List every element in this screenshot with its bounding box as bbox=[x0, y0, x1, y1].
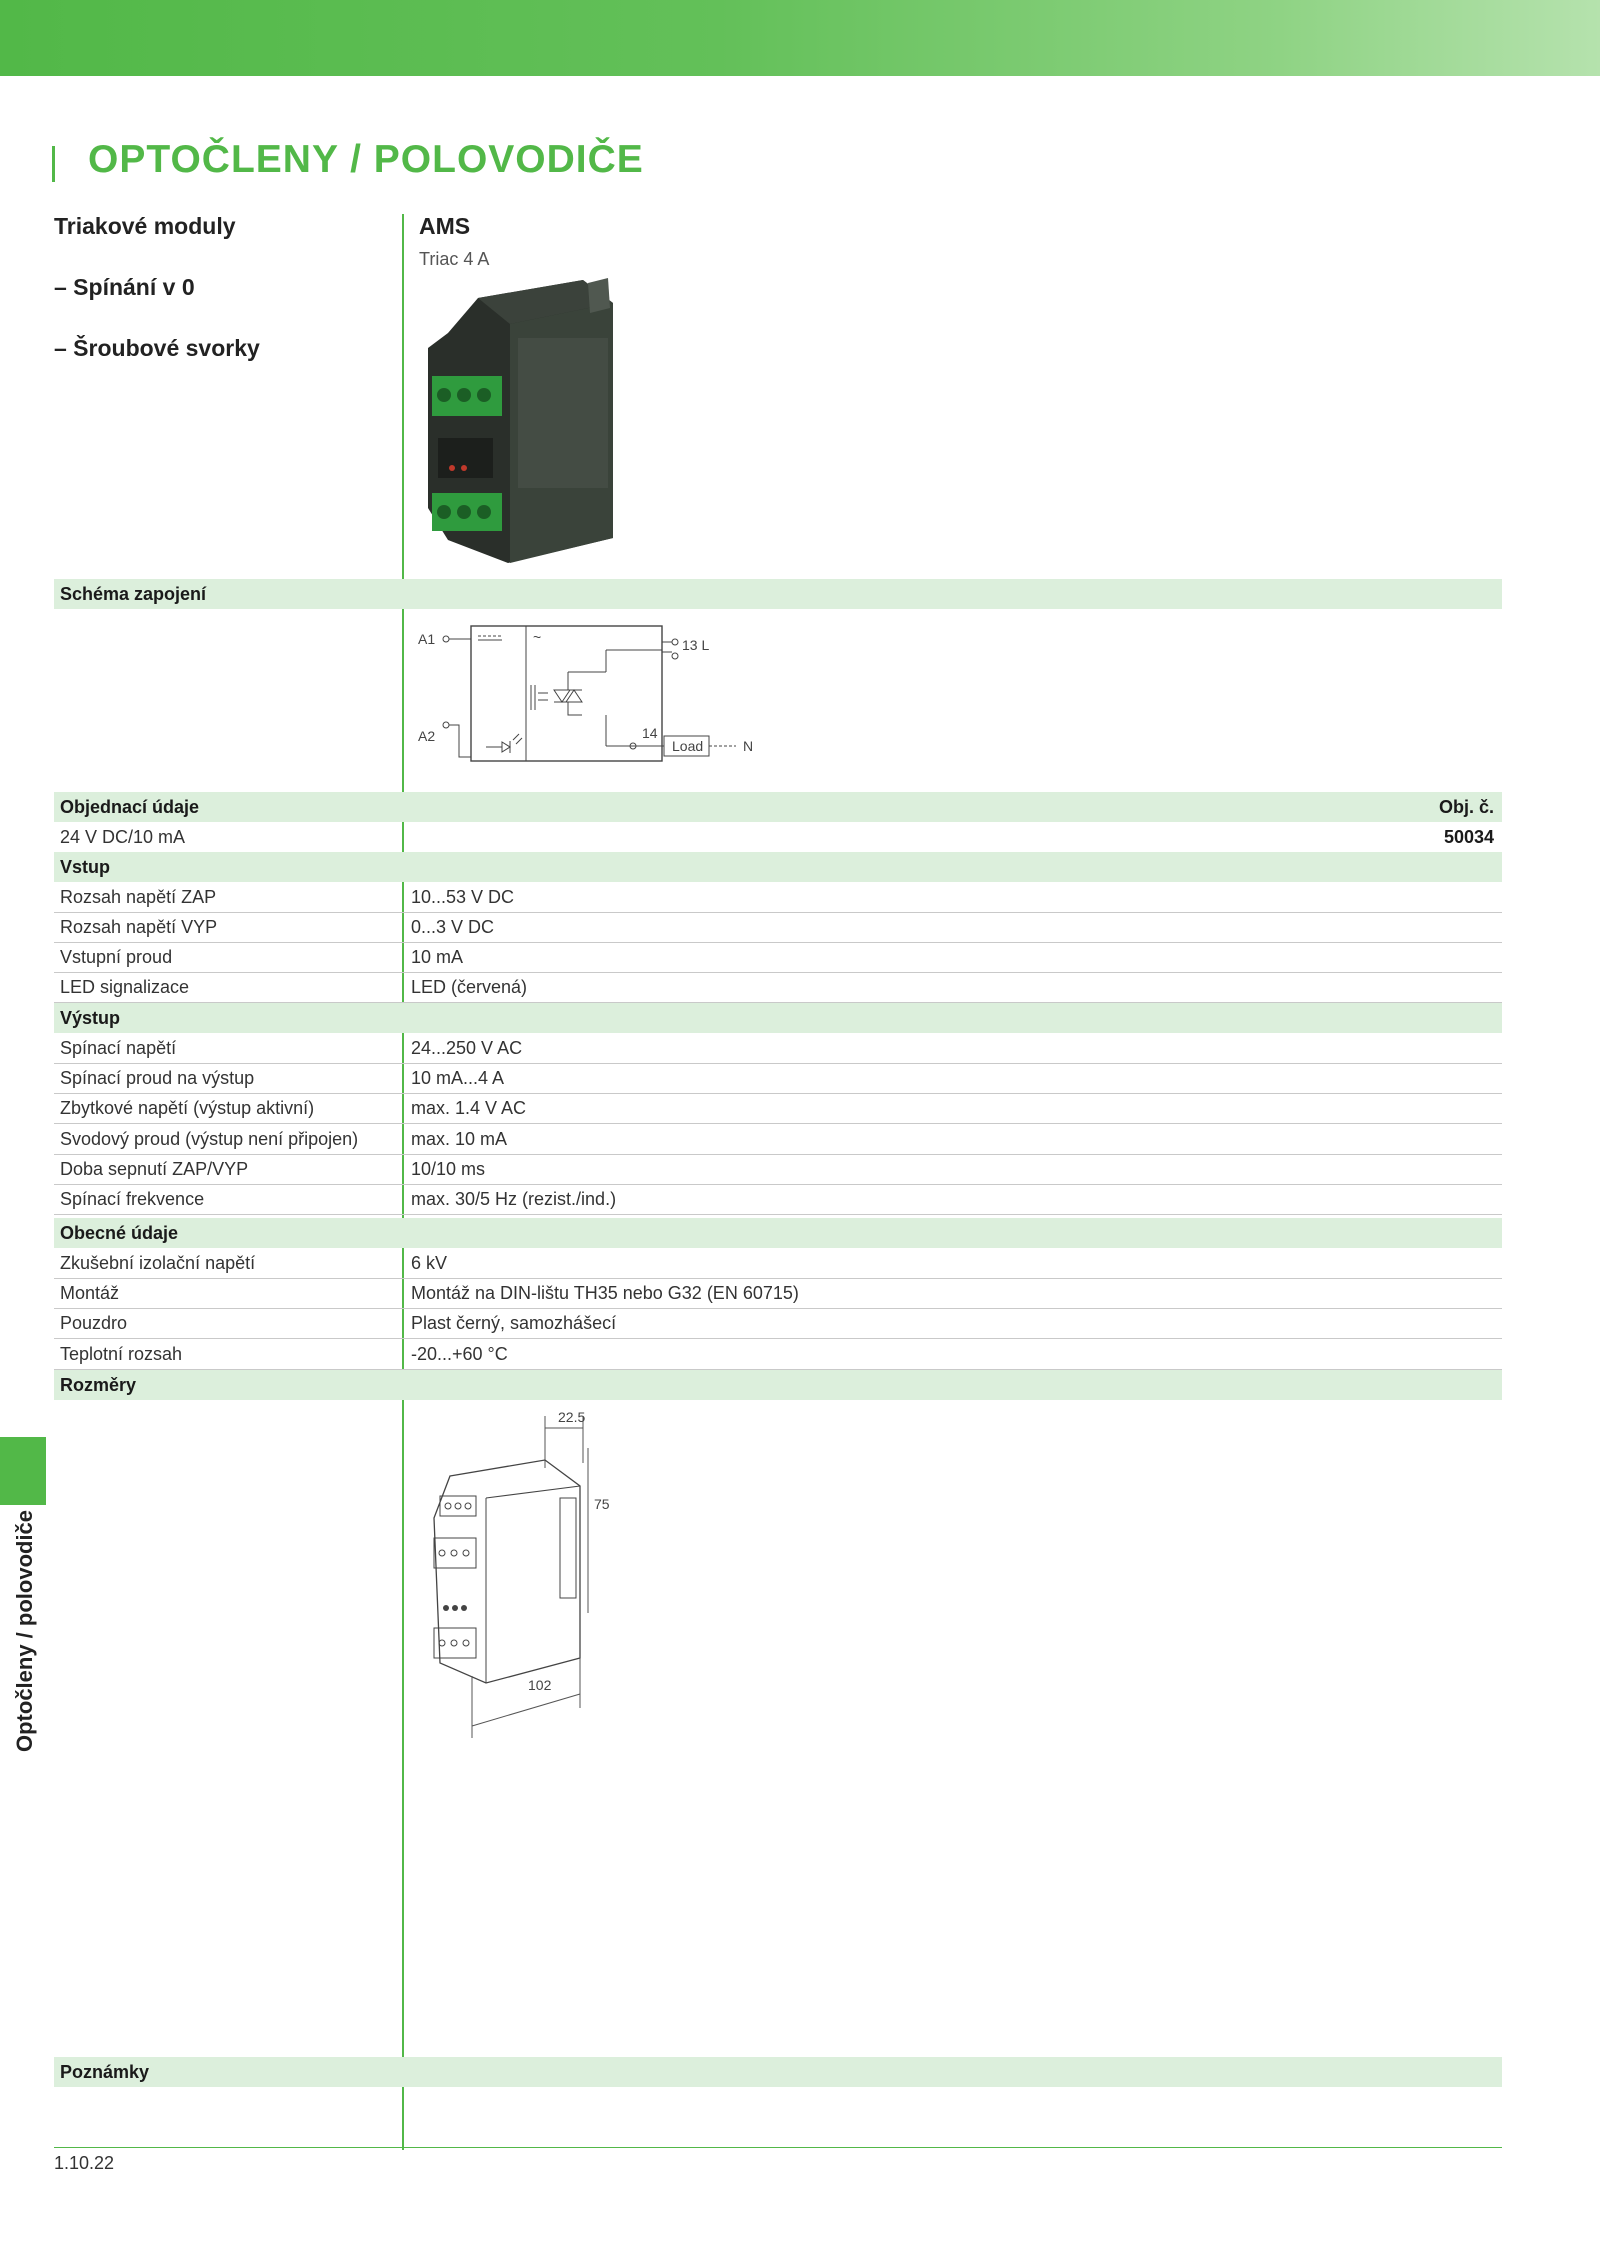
section-output bbox=[54, 1003, 1502, 1033]
table-row bbox=[54, 882, 1502, 913]
table-row bbox=[54, 1154, 1502, 1185]
page-title: OPTOČLENY / POLOVODIČE bbox=[88, 138, 644, 181]
spec-value: 0...3 V DC bbox=[411, 917, 495, 937]
dimension-drawing bbox=[410, 1408, 640, 1748]
spec-value: 10/10 ms bbox=[411, 1159, 486, 1179]
spec-value: LED (červená) bbox=[411, 977, 528, 997]
spec-value: max. 1.4 V AC bbox=[411, 1098, 527, 1118]
spec-key: Spínací napětí bbox=[60, 1038, 177, 1058]
spec-key: Zkušební izolační napětí bbox=[60, 1253, 256, 1273]
table-row bbox=[54, 1308, 1502, 1339]
category-heading: Triakové moduly bbox=[54, 213, 236, 239]
section-ordering bbox=[54, 792, 1502, 822]
section-dimensions bbox=[54, 1370, 1502, 1400]
section-notes bbox=[54, 2057, 1502, 2087]
dim-width: 22.5 bbox=[558, 1409, 586, 1425]
section-general bbox=[54, 1218, 1502, 1248]
table-row bbox=[54, 1184, 1502, 1215]
order-variant: 24 V DC/10 mA bbox=[60, 827, 186, 847]
spec-key: Zbytkové napětí (výstup aktivní) bbox=[60, 1098, 315, 1118]
terminal-a1: A1 bbox=[418, 631, 436, 647]
table-row bbox=[54, 942, 1502, 973]
table-row bbox=[54, 1093, 1502, 1124]
table-row bbox=[54, 1339, 1502, 1370]
page-number: 1.10.22 bbox=[54, 2153, 115, 2173]
spec-value: Montáž na DIN-lištu TH35 nebo G32 (EN 60715) bbox=[411, 1283, 799, 1303]
section-dimensions-label: Rozměry bbox=[60, 1375, 137, 1395]
table-row bbox=[54, 972, 1502, 1003]
table-row bbox=[54, 1278, 1502, 1309]
section-notes-label: Poznámky bbox=[60, 2062, 150, 2082]
spec-key: Vstupní proud bbox=[60, 947, 173, 967]
table-row bbox=[54, 1248, 1502, 1279]
spec-value: max. 10 mA bbox=[411, 1129, 508, 1149]
table-row bbox=[54, 912, 1502, 943]
dim-depth: 102 bbox=[528, 1677, 552, 1693]
spec-key: Teplotní rozsah bbox=[60, 1344, 183, 1364]
spec-value: -20...+60 °C bbox=[411, 1344, 508, 1364]
section-schematic-label: Schéma zapojení bbox=[60, 584, 207, 604]
product-subtitle: Triac 4 A bbox=[419, 249, 490, 269]
table-row bbox=[54, 1124, 1502, 1155]
spec-value: 6 kV bbox=[411, 1253, 448, 1273]
section-input-label: Vstup bbox=[60, 857, 111, 877]
spec-key: LED signalizace bbox=[60, 977, 190, 997]
load-label: Load bbox=[672, 738, 704, 754]
spec-key: Pouzdro bbox=[60, 1313, 128, 1333]
table-row bbox=[54, 1063, 1502, 1094]
svg-text:~: ~ bbox=[533, 629, 542, 645]
order-number-header: Obj. č. bbox=[1438, 797, 1494, 817]
spec-key: Montáž bbox=[60, 1283, 120, 1303]
spec-key: Spínací frekvence bbox=[60, 1189, 205, 1209]
section-ordering-label: Objednací údaje bbox=[60, 797, 200, 817]
section-output-label: Výstup bbox=[60, 1008, 121, 1028]
feature-zero-switching: – Spínání v 0 bbox=[54, 274, 195, 300]
spec-value: 10...53 V DC bbox=[411, 887, 515, 907]
side-tab-marker bbox=[0, 1437, 46, 1505]
footer-divider bbox=[54, 2147, 1502, 2148]
order-number: 50034 bbox=[1443, 827, 1494, 847]
spec-value: max. 30/5 Hz (rezist./ind.) bbox=[411, 1189, 617, 1209]
table-row bbox=[54, 822, 1502, 853]
spec-key: Spínací proud na výstup bbox=[60, 1068, 255, 1088]
spec-key: Rozsah napětí ZAP bbox=[60, 887, 217, 907]
terminal-13: 13 L bbox=[682, 637, 710, 653]
section-general-label: Obecné údaje bbox=[60, 1223, 179, 1243]
spec-value: 10 mA bbox=[411, 947, 464, 967]
feature-screw-terminals: – Šroubové svorky bbox=[54, 335, 260, 361]
section-schematic bbox=[54, 579, 1502, 609]
title-accent bbox=[52, 146, 55, 182]
table-row bbox=[54, 1033, 1502, 1064]
product-name: AMS bbox=[419, 213, 471, 239]
terminal-a2: A2 bbox=[418, 728, 436, 744]
section-input bbox=[54, 852, 1502, 882]
spec-key: Rozsah napětí VYP bbox=[60, 917, 218, 937]
header-band bbox=[0, 0, 1600, 76]
terminal-14: 14 bbox=[642, 725, 658, 741]
spec-key: Doba sepnutí ZAP/VYP bbox=[60, 1159, 249, 1179]
neutral-label: N bbox=[743, 738, 754, 754]
wiring-diagram bbox=[416, 620, 776, 770]
spec-value: 10 mA...4 A bbox=[411, 1068, 505, 1088]
spec-key: Svodový proud (výstup není připojen) bbox=[60, 1129, 359, 1149]
side-section-label: Optočleny / polovodiče bbox=[12, 1509, 37, 1752]
dim-height: 75 bbox=[594, 1496, 610, 1512]
product-photo bbox=[418, 278, 618, 568]
spec-value: 24...250 V AC bbox=[411, 1038, 523, 1058]
spec-value: Plast černý, samozhášecí bbox=[411, 1313, 617, 1333]
